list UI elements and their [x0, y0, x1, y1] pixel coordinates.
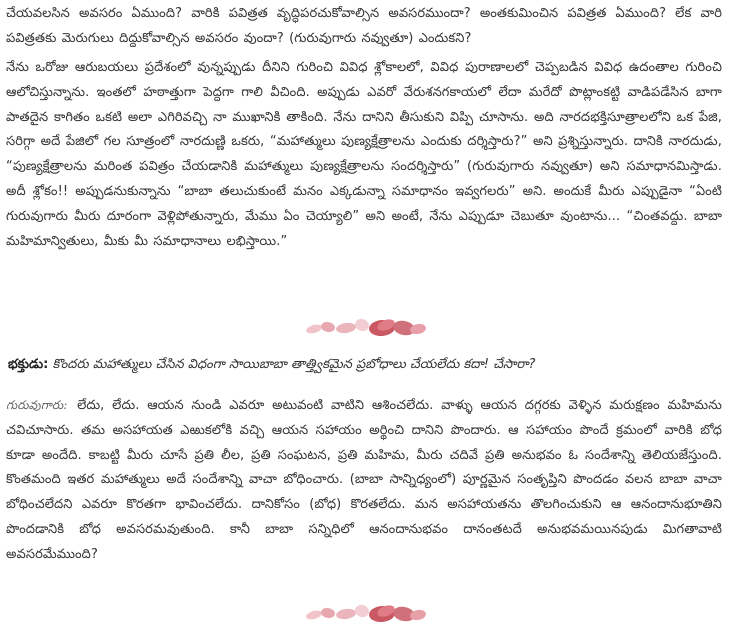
rose-petals-divider-icon	[300, 311, 428, 341]
question-speaker: భక్తుడు:	[8, 357, 49, 372]
rose-petals-divider-icon	[300, 597, 428, 627]
guru-signature: గురువుగారు:	[6, 398, 68, 412]
story-paragraph: నేను ఒరోజు ఆరుబయలు ప్రదేశంలో వున్నప్పుడు దీనిని గురించి వివిధ శ్లోకాలలో, వివిధ పురాణాలలో చెప్పబడిన వివిధ ఉదంతాల గురించి ఆలోచిస్తున్నాను. ఇంతలో హఠాత్తుగా పెద్దగా గాలి వీచింది. అప్పుడు ఎవరో వేరుశనగకాయలో లేదా మరేదో పొట్లాంకట్టి వాడిపడేసిన బాగా పాతదైన కాగితం ఒకటి అలా ఎగిరివచ్చి నా ముఖానికి తాకింది. నేను దానిని తీసుకుని విప్పి చూసాను. అది నారదభక్తిసూత్రాలలోని ఒక పేజి, సరిగ్గా అదే పేజిలో గల సూత్రంలో నారదుణ్ణి ఒకరు, “మహాత్ములు పుణ్యక్షేత్రాలను ఎందుకు దర్శిస్తారు?” అని ప్రశ్నిస్తున్నారు. దానికి నారదుడు, “పుణ్యక్షేత్రాలను మరింత పవిత్రం చేయడానికి మహాత్ములు పుణ్యక్షేత్రాలను సందర్శిస్తారు” (గురువుగారు నవ్వుతూ) అని సమాధానమిస్తాడు. అదీ శ్లోకం!! అప్పుడనుకున్నాను “బాబా తలుచుకుంటే మనం ఎక్కడున్నా సమాధానం ఇవ్వగలరు” అని. అందుకే మీరు ఎప్పుడైనా “ఏంటి గురువుగారు మీరు దూరంగా వెళ్లిపోతున్నారు, మేము ఏం చెయ్యాలి” అని అంటే, నేను ఎప్పుడూ చెబుతూ వుంటాను... “చింతవద్దు. బాబా మహిమాన్వితులు, మీకు మీ సమాధానాలు లభిస్తాయి.”	[6, 60, 722, 249]
answer-text: లేదు, లేదు. ఆయన నుండి ఎవరూ అటువంటి వాటిని ఆశించలేదు. వాళ్ళు ఆయన దగ్గరకు వెళ్ళిన మరుక్షణం మహిమను చవిచూసారు. తమ అసహాయత ఎఱుకలోకి వచ్చి ఆయన సహాయం అర్థించి దానిని పొందారు. ఆ సహాయం పొందే క్రమంలో వారికి బోధ కూడా అందేది. కాబట్టి మీరు చూసే ప్రతి లీల, ప్రతి సంఘటన, ప్రతి మహిమ, మీరు చదివే ప్రతి అనుభవం ఓ సందేశాన్ని తెలియజేస్తుంది. కొంతమంది ఇతర మహాత్ములు అదే సందేశాన్ని వాచా బోధించారు. (బాబా సాన్నిధ్యంలో) పూర్ణమైన సంతృప్తిని పొందడం వలన బాబా వాచా బోధించలేదని ఎవరూ కొరతగా భావించలేదు. దానికోసం (బోధ) కొరతలేదు. మన అసహాయతను తొలగించుకుని ఆ ఆనందానుభూతిని పొందడానికి బోధ అవసరమవుతుంది. కానీ బాబా సన్నిధిలో ఆనందానుభవం దానంతటదే అనుభవమయినపుడు మిగతావాటి అవసరమేముంది?	[6, 398, 723, 562]
intro-paragraph: చేయవలసిన అవసరం ఏముంది? వారికి పవిత్రత వృద్ధిపరచుకోవాల్సిన అవసరముందా? అంతకుమించిన పవిత్రత ఏముంది? లేక వారి పవిత్రతకు మెరుగులు దిద్దుకోవాల్సిన అవసరం వుందా? (గురువుగారు నవ్వుతూ) ఎందుకని?	[6, 6, 722, 46]
answer-paragraph	[6, 393, 722, 568]
question-text: కొందరు మహాత్ములు చేసిన విధంగా సాయిబాబా తాత్త్వికమైన ప్రబోధాలు చేయలేదు కదా! చేసారా?	[52, 357, 536, 372]
devotee-question	[8, 353, 722, 377]
